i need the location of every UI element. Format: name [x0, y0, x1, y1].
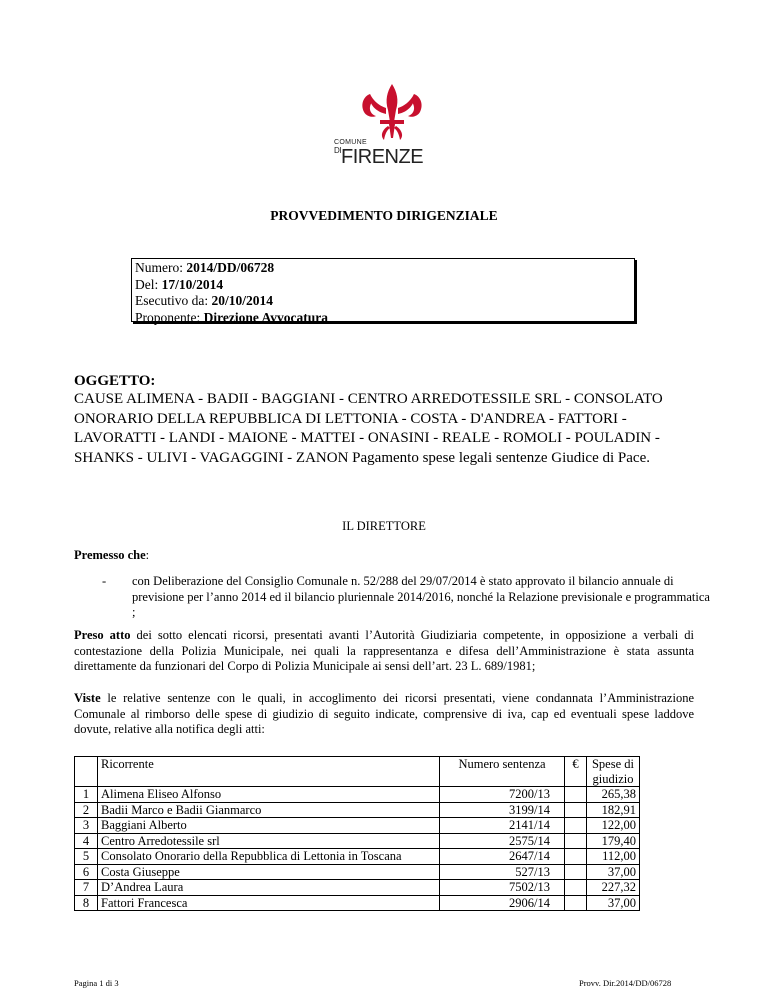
spese-amount: 227,32	[587, 880, 640, 896]
del-row: Del: 17/10/2014	[135, 276, 224, 292]
table-row	[75, 895, 640, 911]
ricorrente-name: Consolato Onorario della Repubblica di Lettonia in Toscana	[98, 849, 440, 865]
sentenza-number: 2906/14	[440, 895, 565, 911]
header-num-cell	[75, 757, 98, 787]
sentenza-number: 2141/14	[440, 818, 565, 834]
ricorrente-name: Costa Giuseppe	[98, 864, 440, 880]
table-row	[75, 833, 640, 849]
table-row	[75, 802, 640, 818]
row-number: 2	[75, 802, 98, 818]
row-number: 4	[75, 833, 98, 849]
document-ref: Provv. Dir.2014/DD/06728	[579, 978, 672, 988]
header-sentenza: Numero sentenza	[440, 757, 565, 787]
header-ricorrente: Ricorrente	[98, 757, 440, 787]
row-number: 7	[75, 880, 98, 896]
row-number: 8	[75, 895, 98, 911]
euro-cell	[565, 895, 587, 911]
sentenza-number: 3199/14	[440, 802, 565, 818]
director-title: IL DIRETTORE	[342, 519, 426, 533]
ricorrenti-table	[74, 756, 640, 911]
ricorrente-name: Centro Arredotessile srl	[98, 833, 440, 849]
euro-cell	[565, 787, 587, 803]
del-value: 17/10/2014	[161, 276, 224, 292]
document-heading: PROVVEDIMENTO DIRIGENZIALE	[270, 208, 498, 223]
header-spese: Spese di giudizio	[587, 757, 640, 787]
spese-amount: 37,00	[587, 864, 640, 880]
sentenza-number: 2647/14	[440, 849, 565, 865]
logo-text-comune: COMUNE	[334, 139, 367, 146]
table-row	[75, 818, 640, 834]
oggetto-label: OGGETTO:	[74, 373, 156, 389]
ricorrente-name: D’Andrea Laura	[98, 880, 440, 896]
sentenza-number: 7200/13	[440, 787, 565, 803]
euro-cell	[565, 818, 587, 834]
logo-text-firenze: $^{DI}$FIRENZE	[334, 146, 424, 168]
esecutivo-value: 20/10/2014	[211, 293, 273, 308]
table-header-row	[75, 757, 640, 787]
euro-cell	[565, 864, 587, 880]
info-box	[131, 258, 635, 325]
fleur-de-lis-icon	[352, 82, 432, 142]
spese-amount: 37,00	[587, 895, 640, 911]
row-number: 5	[75, 849, 98, 865]
proponente-row: Proponente: Direzione Avvocatura	[135, 309, 328, 325]
esecutivo-row: Esecutivo da: 20/10/2014	[135, 293, 273, 308]
oggetto-text: CAUSE ALIMENA - BADII - BAGGIANI - CENTRO ARREDOTESSILE SRL - CONSOLATO ONORARIO DELLA REPUBBLICA DI LETTONIA - COSTA - D'ANDREA - FATTORI - LAVORATTI - LANDI - MAIONE - MATTEI - ONASINI - REALE - ROMOLI - POULADIN - SHANKS - ULIVI - VAGAGGINI - ZANON Pagamento spese legali sentenze Giudice di Pace.	[74, 391, 663, 466]
euro-cell	[565, 833, 587, 849]
spese-amount: 182,91	[587, 802, 640, 818]
proponente-value: Direzione Avvocatura	[203, 309, 328, 325]
row-number: 6	[75, 864, 98, 880]
numero-value: 2014/DD/06728	[186, 260, 275, 275]
table-row	[75, 864, 640, 880]
header-euro: €	[565, 757, 587, 787]
euro-cell	[565, 849, 587, 865]
sentenza-number: 527/13	[440, 864, 565, 880]
preso-atto-paragraph: Preso atto dei sotto elencati ricorsi, presentati avanti l’Autorità Giudiziaria competente, in opposizione a verbali di contestazione della Polizia Municipale, nei quali la rappresentanza e difesa dell’Amministrazione è stata assunta direttamente da funzionari del Corpo di Polizia Municipale ai sensi dell’art. 23 L. 689/1981;	[74, 628, 694, 673]
euro-cell	[565, 880, 587, 896]
table-row	[75, 849, 640, 865]
spese-amount: 265,38	[587, 787, 640, 803]
sentenza-number: 2575/14	[440, 833, 565, 849]
ricorrente-name: Baggiani Alberto	[98, 818, 440, 834]
row-number: 3	[75, 818, 98, 834]
spese-amount: 179,40	[587, 833, 640, 849]
row-number: 1	[75, 787, 98, 803]
bullet-text: con Deliberazione del Consiglio Comunale n. 52/288 del 29/07/2014 è stato approvato il bilancio annuale di previsione per l’anno 2014 ed il bilancio pluriennale 2014/2016, nonché la Relazione previsionale e programmatica ;	[132, 574, 710, 619]
numero-row: Numero: 2014/DD/06728	[135, 260, 275, 275]
comune-di-firenze-logo	[334, 82, 434, 172]
ricorrente-name: Badii Marco e Badii Gianmarco	[98, 802, 440, 818]
ricorrente-name: Fattori Francesca	[98, 895, 440, 911]
bullet-dash: -	[102, 574, 107, 588]
ricorrente-name: Alimena Eliseo Alfonso	[98, 787, 440, 803]
spese-amount: 112,00	[587, 849, 640, 865]
table-row	[75, 880, 640, 896]
table-row	[75, 787, 640, 803]
euro-cell	[565, 802, 587, 818]
page-number: Pagina 1 di 3	[74, 978, 119, 988]
sentenza-number: 7502/13	[440, 880, 565, 896]
viste-paragraph: Viste le relative sentenze con le quali, in accoglimento dei ricorsi presentati, viene condannata l’Amministrazione Comunale al rimborso delle spese di giudizio di seguito indicate, comprensive di iva, cap ed eventuali spese laddove dovute, relative alla notifica degli atti:	[74, 691, 694, 736]
spese-amount: 122,00	[587, 818, 640, 834]
premesso-heading: Premesso che:	[74, 548, 150, 562]
